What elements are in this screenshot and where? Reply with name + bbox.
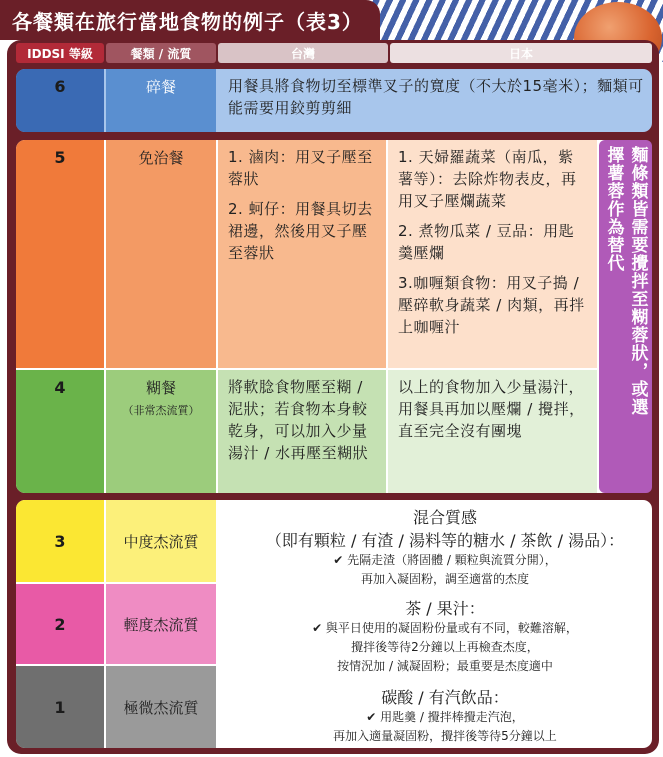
level-4-category-cell <box>106 370 216 493</box>
texture-1-heading: 碳酸 / 有汽飲品： <box>381 688 509 707</box>
level-4-category: 糊餐 <box>145 379 176 397</box>
level-5-japan <box>388 140 597 368</box>
level-5-number: 5 <box>16 140 104 368</box>
level-3-number: 3 <box>16 500 104 582</box>
level-3-category: 中度杰流質 <box>106 500 216 582</box>
level-1-category: 極微杰流質 <box>106 666 216 748</box>
texture-1-line: ✔ 用匙羹 / 攪拌棒攪走汽泡， <box>366 710 524 724</box>
level-5-taiwan <box>218 140 386 368</box>
texture-3-line: ✔ 先隔走渣（將固體 / 顆粒與流質分開）， <box>333 553 557 567</box>
texture-block-2 <box>238 596 652 676</box>
level-4-number: 4 <box>16 370 104 493</box>
title-tab <box>0 0 380 40</box>
header-level: IDDSI 等級 <box>16 43 104 63</box>
level-5-japan-item: 2. 煮物瓜菜 / 豆品：用匙羹壓爛 <box>398 222 575 262</box>
texture-2-heading: 茶 / 果汁： <box>405 599 485 618</box>
texture-2-line: ✔ 與平日使用的凝固粉份量或有不同，較難溶解， <box>312 621 578 635</box>
texture-block-3 <box>238 505 652 589</box>
level-6-category: 碎餐 <box>106 69 216 132</box>
level-4-japan: 以上的食物加入少量湯汁，用餐具再加以壓爛 / 攪拌，直至完全沒有團塊 <box>388 370 597 493</box>
texture-3-subheading: （即有顆粒 / 有渣 / 湯料等的糖水 / 茶飲 / 湯品）： <box>265 531 625 550</box>
texture-3-heading: 混合質感 <box>412 508 477 527</box>
level-4-category-note: （非常杰流質） <box>122 404 200 417</box>
level-5-japan-item: 1. 天婦羅蔬菜（南瓜，紫薯等）：去除炸物表皮，再用叉子壓爛蔬菜 <box>398 148 577 210</box>
header-japan: 日本 <box>390 43 652 63</box>
level-1-number: 1 <box>16 666 104 748</box>
row-level-6 <box>16 69 652 132</box>
level-6-number: 6 <box>16 69 104 132</box>
level-5-taiwan-item: 2. 蚵仔：用餐具切去裙邊，然後用叉子壓至蓉狀 <box>228 200 373 262</box>
level-2-number: 2 <box>16 584 104 664</box>
level-5-taiwan-item: 1. 滷肉：用叉子壓至蓉狀 <box>228 148 373 188</box>
texture-2-line: 攪拌後等待2分鐘以上再檢查杰度， <box>351 640 539 654</box>
texture-1-line: 再加入適量凝固粉，攪拌後等待5分鐘以上 <box>333 729 557 743</box>
rows-level-5-4 <box>16 140 652 493</box>
texture-2-line: 按情況加 / 減凝固粉；最重要是杰度適中 <box>337 659 553 673</box>
level-5-category: 免治餐 <box>106 140 216 368</box>
texture-block-1 <box>238 685 652 746</box>
header-category: 餐類 / 流質 <box>106 43 216 63</box>
noodle-note <box>599 140 652 493</box>
header-taiwan: 台灣 <box>218 43 388 63</box>
noodle-note-line-1: 麵條類皆需要攪拌至糊蓉狀，或選 <box>627 146 648 416</box>
level-6-text: 用餐具將食物切至標準叉子的寬度（不大於15毫米）；麵類可能需要用鉸剪剪細 <box>228 77 644 117</box>
level-5-japan-item: 3.咖喱類食物：用叉子搗 / 壓碎軟身蔬菜 / 肉類，再拌上咖喱汁 <box>398 274 585 336</box>
level-4-taiwan: 將軟腍食物壓至糊 / 泥狀；若食物本身較乾身，可以加入少量湯汁 / 水再壓至糊狀 <box>218 370 386 493</box>
level-2-category: 輕度杰流質 <box>106 584 216 664</box>
texture-3-line: 再加入凝固粉，調至適當的杰度 <box>360 572 529 586</box>
rows-level-3-2-1 <box>16 500 652 748</box>
page-title: 各餐類在旅行當地食物的例子（表3） <box>12 10 363 34</box>
noodle-note-line-2: 擇薯蓉作為替代 <box>603 146 624 272</box>
